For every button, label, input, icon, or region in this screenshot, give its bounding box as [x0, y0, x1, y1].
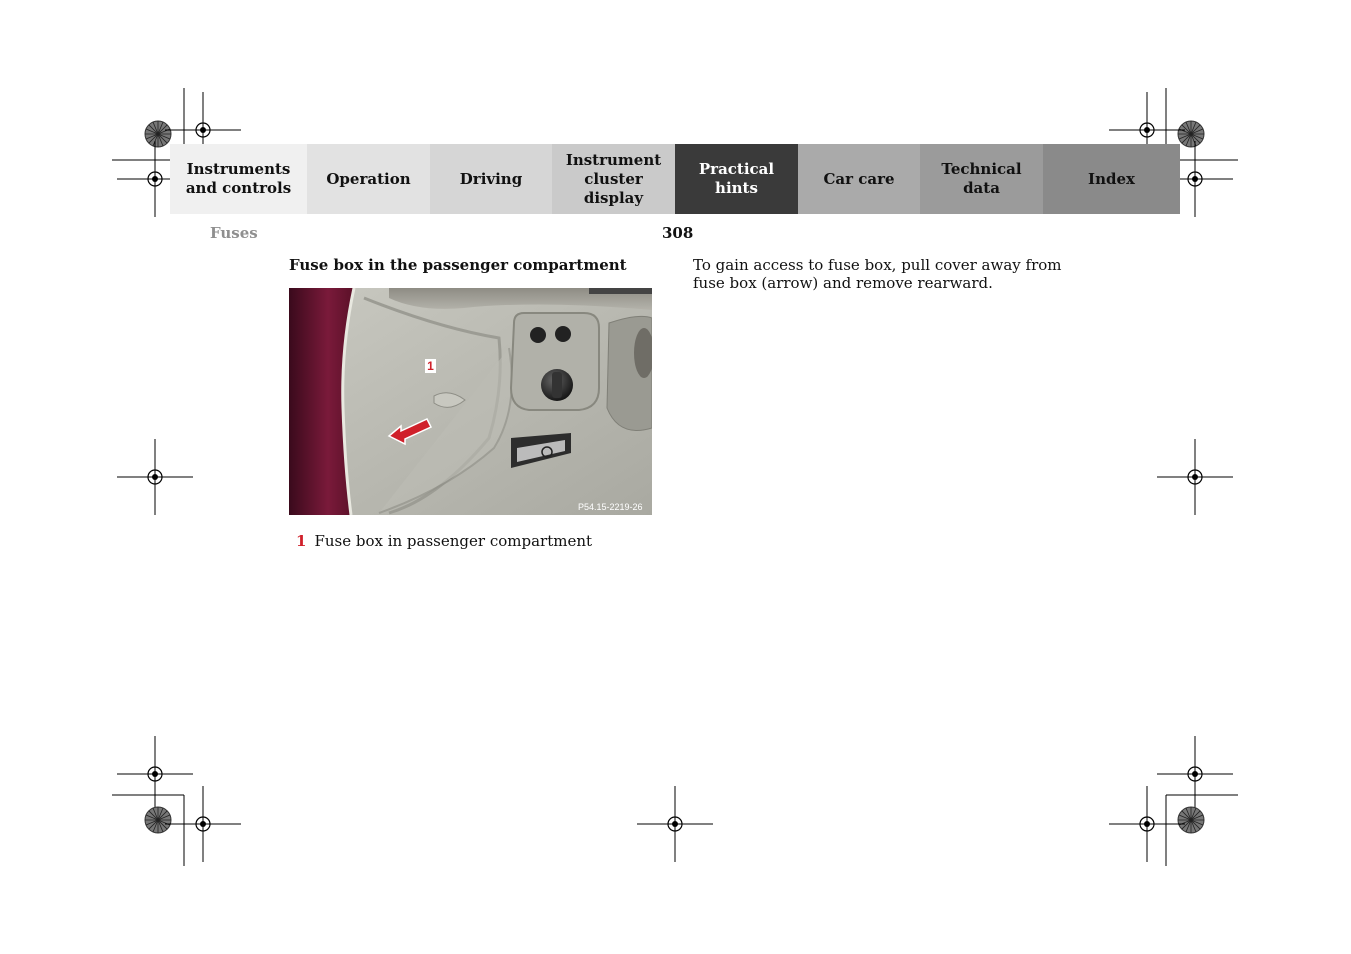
tab-practical-hints[interactable]	[675, 144, 798, 214]
fuse-box-illustration	[289, 288, 652, 515]
tab-label: Index	[1088, 169, 1135, 188]
tab-index[interactable]	[1043, 144, 1180, 214]
tab-label: Instruments and controls	[185, 160, 292, 197]
tab-label: Car care	[823, 169, 895, 188]
tab-driving[interactable]	[430, 144, 552, 214]
figure-callout: 1	[427, 359, 434, 373]
instruction-text: To gain access to fuse box, pull cover away from fuse box (arrow) and remove rearward.	[693, 256, 1062, 292]
tab-instruments-and-controls[interactable]	[170, 144, 307, 214]
caption-number: 1	[296, 532, 307, 550]
tab-label: Instrument cluster display	[565, 150, 662, 207]
page-heading: Fuse box in the passenger compartment	[289, 256, 627, 274]
tab-technical-data[interactable]	[920, 144, 1043, 214]
figure-caption	[296, 532, 592, 550]
tab-label: Driving	[459, 169, 523, 188]
tab-label: Practical hints	[698, 160, 775, 197]
section-title: Fuses	[210, 224, 258, 242]
tab-instrument-cluster-display[interactable]	[552, 144, 675, 214]
tab-label: Technical data	[941, 160, 1022, 197]
caption-text: Fuse box in passenger compartment	[314, 532, 593, 550]
figure-code: P54.15-2219-26	[578, 502, 643, 512]
chapter-tabs	[170, 144, 1180, 214]
tab-car-care[interactable]	[798, 144, 920, 214]
page-number: 308	[662, 224, 694, 242]
tab-operation[interactable]	[307, 144, 430, 214]
tab-label: Operation	[326, 169, 411, 188]
